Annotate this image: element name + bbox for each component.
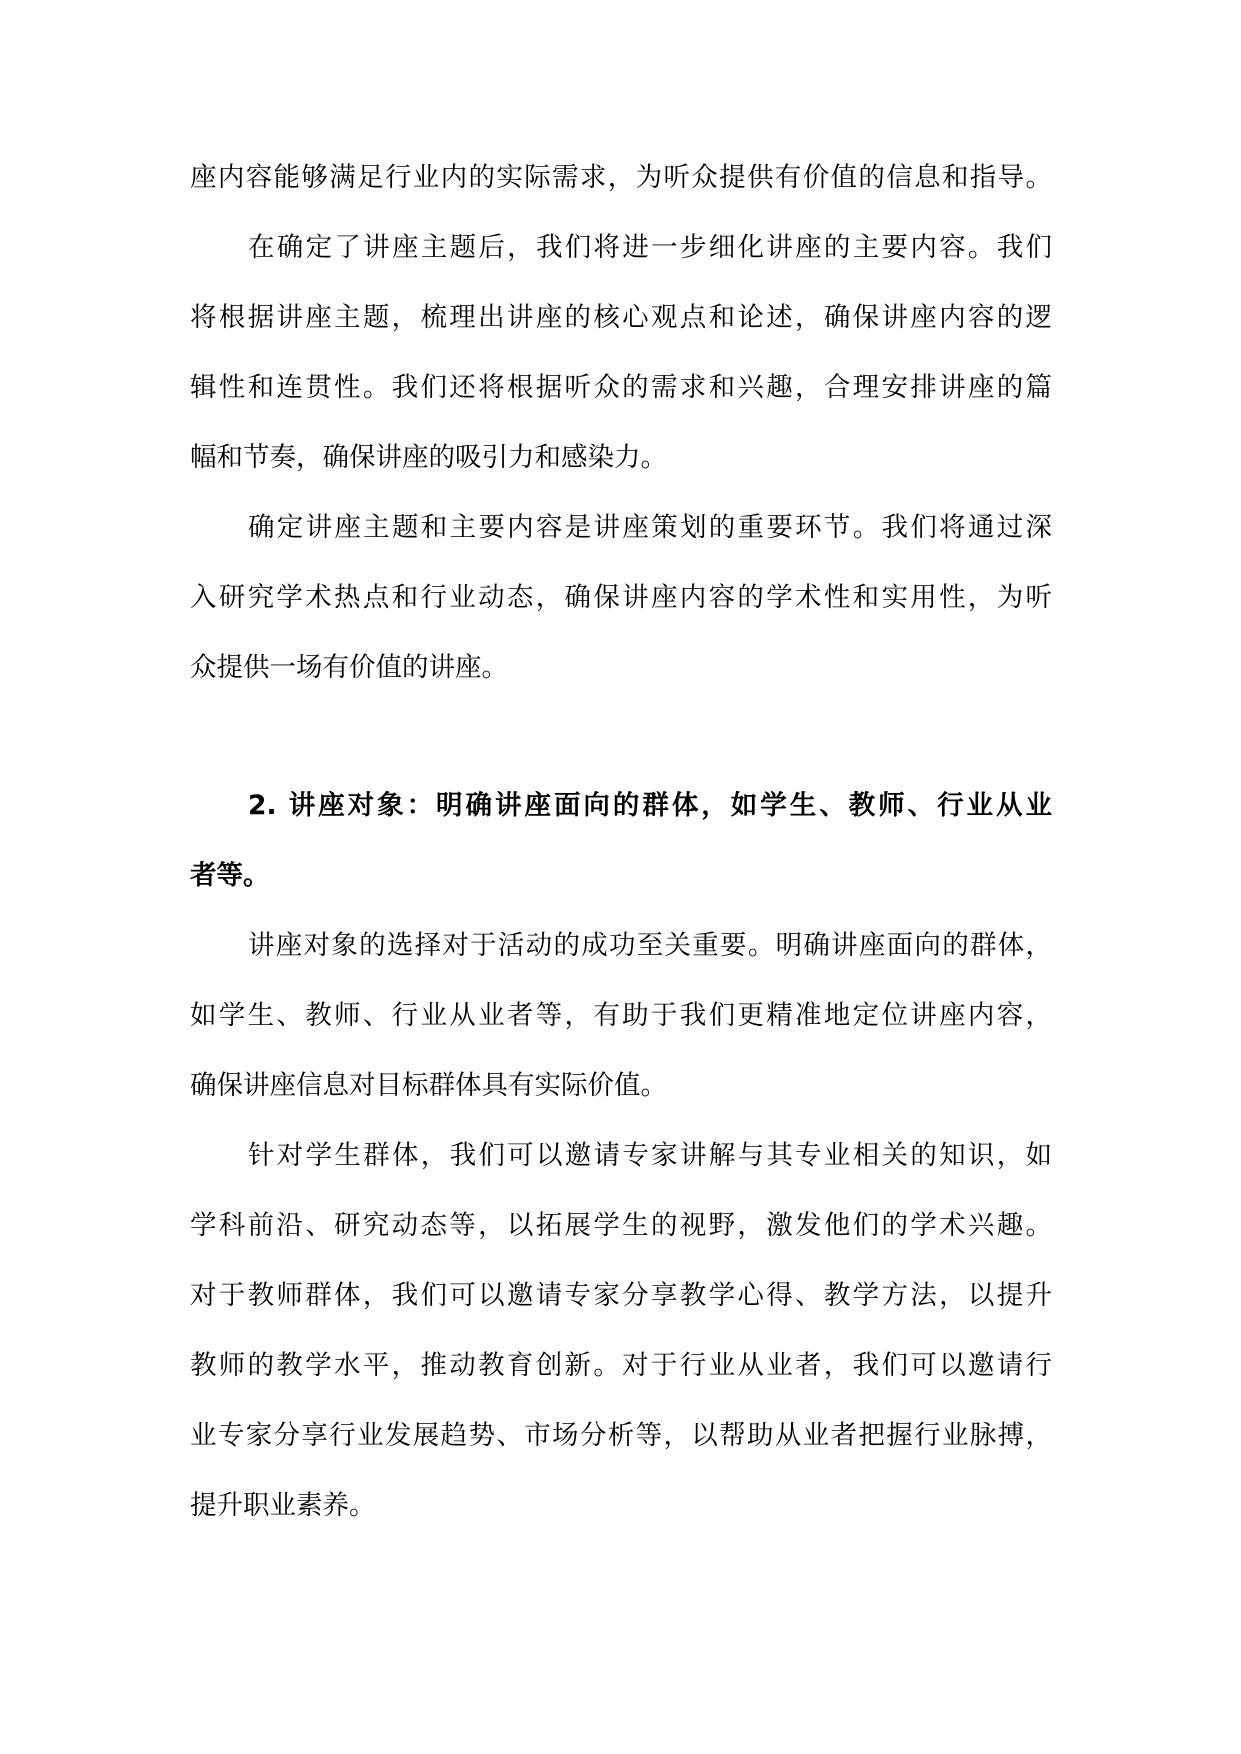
paragraph-line: 提升职业素养。 xyxy=(190,1490,376,1521)
section-heading: 2. 讲座对象：明确讲座面向的群体，如学生、教师、行业从业 xyxy=(248,790,1052,821)
paragraph-line: 业专家分享行业发展趋势、市场分析等，以帮助从业者把握行业脉搏， xyxy=(190,1420,1052,1451)
paragraph-line: 座内容能够满足行业内的实际需求，为听众提供有价值的信息和指导。 xyxy=(190,162,1052,193)
paragraph-line: 如学生、教师、行业从业者等，有助于我们更精准地定位讲座内容， xyxy=(190,1000,1052,1031)
section-heading: 者等。 xyxy=(190,860,270,891)
section-spacer xyxy=(190,703,1052,771)
document-body xyxy=(190,143,1052,1541)
paragraph-line: 教师的教学水平，推动教育创新。对于行业从业者，我们可以邀请行 xyxy=(190,1350,1052,1381)
paragraph-line: 讲座对象的选择对于活动的成功至关重要。明确讲座面向的群体， xyxy=(248,930,1052,961)
paragraph-line: 确定讲座主题和主要内容是讲座策划的重要环节。我们将通过深 xyxy=(248,512,1052,543)
paragraph-line: 对于教师群体，我们可以邀请专家分享教学心得、教学方法，以提升 xyxy=(190,1280,1052,1311)
paragraph-line: 针对学生群体，我们可以邀请专家讲解与其专业相关的知识，如 xyxy=(248,1140,1052,1171)
paragraph-line: 将根据讲座主题，梳理出讲座的核心观点和论述，确保讲座内容的逻 xyxy=(190,302,1052,333)
paragraph-line: 幅和节奏，确保讲座的吸引力和感染力。 xyxy=(190,442,667,473)
paragraph-line: 在确定了讲座主题后，我们将进一步细化讲座的主要内容。我们 xyxy=(248,232,1052,263)
paragraph-line: 学科前沿、研究动态等，以拓展学生的视野，激发他们的学术兴趣。 xyxy=(190,1210,1052,1241)
paragraph-line: 入研究学术热点和行业动态，确保讲座内容的学术性和实用性，为听 xyxy=(190,582,1052,613)
paragraph-line: 辑性和连贯性。我们还将根据听众的需求和兴趣，合理安排讲座的篇 xyxy=(190,372,1052,403)
paragraph-line: 众提供一场有价值的讲座。 xyxy=(190,652,508,683)
paragraph-line: 确保讲座信息对目标群体具有实际价值。 xyxy=(190,1070,667,1101)
